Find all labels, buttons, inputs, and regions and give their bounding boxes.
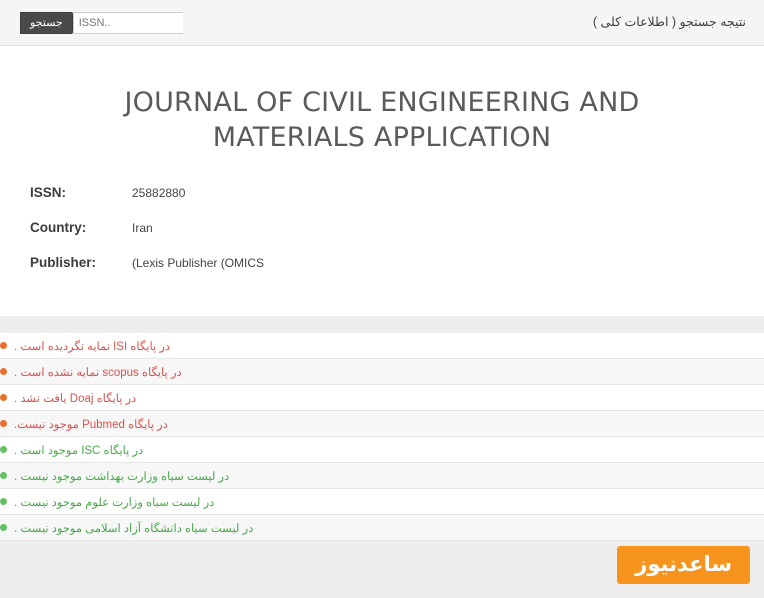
status-dot-icon bbox=[0, 420, 7, 427]
status-label-health-blacklist: در لیست سیاه وزارت بهداشت موجود نیست . bbox=[14, 470, 230, 483]
status-dot-icon bbox=[0, 446, 7, 453]
search-input[interactable] bbox=[73, 12, 183, 34]
status-label-isc: در پایگاه ISC موجود است . bbox=[14, 444, 144, 457]
meta-row-country bbox=[30, 220, 740, 235]
status-dot-icon bbox=[0, 394, 7, 401]
status-label-pubmed: در پایگاه Pubmed موجود نیست. bbox=[14, 418, 168, 431]
status-dot-icon bbox=[0, 498, 7, 505]
journal-title: JOURNAL OF CIVIL ENGINEERING AND MATERIALS APPLICATION bbox=[124, 87, 640, 153]
meta-label-publisher: Publisher: bbox=[30, 255, 97, 271]
status-dot-icon bbox=[0, 472, 7, 479]
meta-row-publisher bbox=[30, 255, 740, 270]
status-row-azad-blacklist bbox=[0, 515, 764, 541]
meta-value-publisher: (Lexis Publisher (OMICS bbox=[132, 256, 265, 271]
status-row-science-blacklist bbox=[0, 489, 764, 515]
meta-row-issn bbox=[30, 185, 740, 200]
section-divider bbox=[0, 316, 764, 325]
status-row-scopus bbox=[0, 359, 764, 385]
meta-value-country: Iran bbox=[132, 221, 153, 236]
status-label-scopus: در پایگاه scopus نمایه نشده است . bbox=[14, 366, 182, 379]
meta-label-issn: ISSN: bbox=[30, 185, 67, 201]
status-dot-icon bbox=[0, 342, 7, 349]
top-bar bbox=[0, 0, 764, 46]
status-label-azad-blacklist: در لیست سیاه دانشگاه آزاد اسلامی موجود نیست . bbox=[14, 522, 254, 535]
status-row-health-blacklist bbox=[0, 463, 764, 489]
status-list bbox=[0, 333, 764, 541]
journal-meta bbox=[30, 185, 740, 270]
watermark-logo: ساعدنیوز bbox=[617, 546, 750, 584]
meta-label-country: Country: bbox=[30, 220, 87, 236]
status-row-pubmed bbox=[0, 411, 764, 437]
status-label-doaj: در پایگاه Doaj یافت نشد . bbox=[14, 392, 137, 405]
search-box[interactable] bbox=[20, 12, 183, 34]
page-title: نتیجه جستجو ( اطلاعات کلی ) bbox=[592, 15, 746, 29]
meta-value-issn: 25882880 bbox=[132, 186, 186, 201]
status-dot-icon bbox=[0, 524, 7, 531]
journal-info-card bbox=[0, 46, 764, 316]
status-row-isc bbox=[0, 437, 764, 463]
status-row-isi bbox=[0, 333, 764, 359]
search-button[interactable]: جستجو bbox=[20, 12, 73, 34]
status-dot-icon bbox=[0, 368, 7, 375]
status-row-doaj bbox=[0, 385, 764, 411]
status-label-isi: در پایگاه ISI نمایه نگردیده است . bbox=[14, 340, 171, 353]
status-label-science-blacklist: در لیست سیاه وزارت علوم موجود نیست . bbox=[14, 496, 215, 509]
